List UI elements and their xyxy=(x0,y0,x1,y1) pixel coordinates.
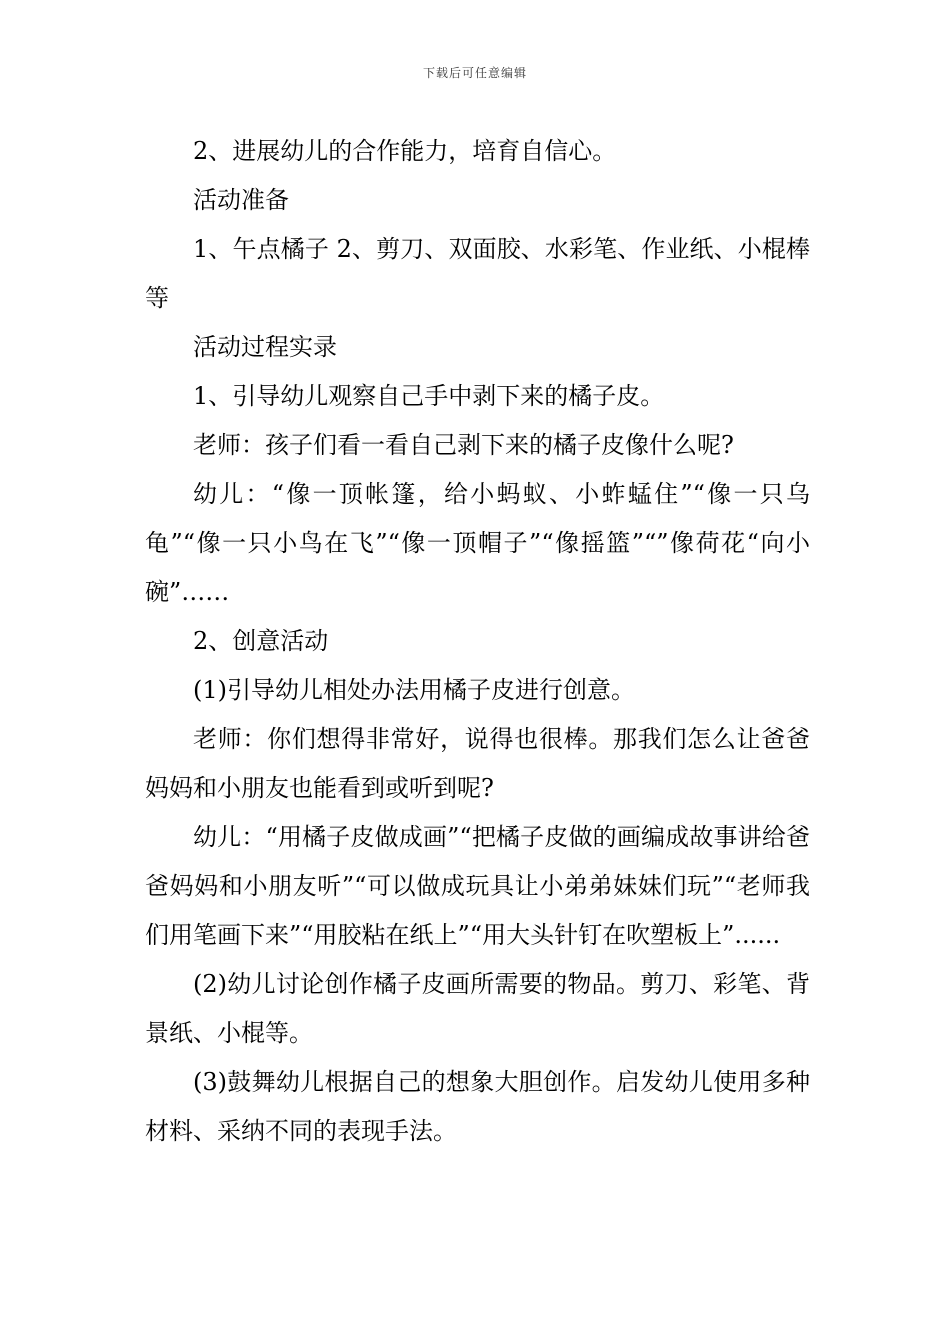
document-body xyxy=(145,127,810,1156)
heading-creative-activity: 2、创意活动 xyxy=(193,627,329,655)
paragraph-substep-2: (2)幼儿讨论创作橘子皮画所需要的物品。剪刀、彩笔、背景纸、小棍等。 xyxy=(145,970,810,1047)
paragraph-substep-3: (3)鼓舞幼儿根据自己的想象大胆创作。启发幼儿使用多种材料、采纳不同的表现手法。 xyxy=(145,1068,810,1145)
heading-activity-preparation: 活动准备 xyxy=(193,186,289,214)
paragraph-teacher-question: 老师：孩子们看一看自己剥下来的橘子皮像什么呢? xyxy=(193,431,734,459)
paragraph-materials: 1、午点橘子 2、剪刀、双面胶、水彩笔、作业纸、小棍棒等 xyxy=(145,235,810,312)
paragraph-substep-1: (1)引导幼儿相处办法用橘子皮进行创意。 xyxy=(193,676,635,704)
page-header: 下载后可任意编辑 xyxy=(422,66,527,80)
heading-activity-process: 活动过程实录 xyxy=(193,333,337,361)
paragraph-children-answers: 幼儿：“像一顶帐篷，给小蚂蚁、小蚱蜢住”“像一只乌龟”“像一只小鸟在飞”“像一顶帽子”“像摇篮”“”像荷花“向小碗”…… xyxy=(145,480,810,606)
paragraph-goal-2: 2、进展幼儿的合作能力，培育自信心。 xyxy=(193,137,617,165)
paragraph-teacher-prompt: 老师：你们想得非常好，说得也很棒。那我们怎么让爸爸妈妈和小朋友也能看到或听到呢? xyxy=(145,725,810,802)
paragraph-children-ideas: 幼儿：“用橘子皮做成画”“把橘子皮做的画编成故事讲给爸爸妈妈和小朋友听”“可以做成玩具让小弟弟妹妹们玩”“老师我们用笔画下来”“用胶粘在纸上”“用大头针钉在吹塑板上”...... xyxy=(145,823,810,949)
paragraph-step-1: 1、引导幼儿观察自己手中剥下来的橘子皮。 xyxy=(193,382,665,410)
